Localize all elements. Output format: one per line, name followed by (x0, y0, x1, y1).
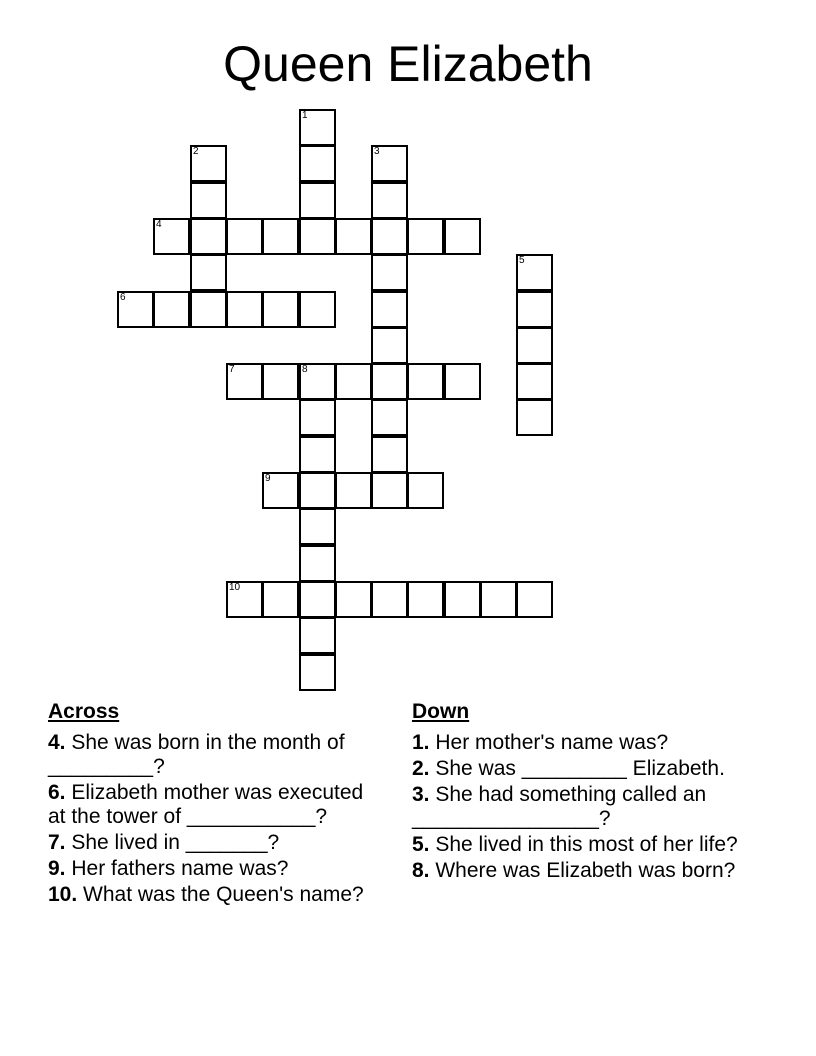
clue-number: 2. (412, 757, 430, 780)
grid-cell[interactable] (299, 472, 336, 509)
grid-cell[interactable] (262, 291, 299, 328)
clue-text: She lived in this most of her life? (435, 833, 738, 856)
down-clue (412, 833, 752, 857)
clue-number: 7. (48, 831, 66, 854)
grid-cell[interactable] (335, 581, 372, 618)
across-clue (48, 857, 378, 881)
grid-cell[interactable] (153, 218, 190, 255)
grid-cell[interactable] (371, 218, 408, 255)
down-heading: Down (412, 700, 470, 723)
grid-cell[interactable] (407, 581, 444, 618)
grid-cell[interactable] (299, 436, 336, 473)
clue-text: Her mother's name was? (435, 731, 669, 754)
grid-cell[interactable] (299, 145, 336, 182)
across-clue (48, 781, 378, 829)
clue-number: 3. (412, 783, 430, 806)
grid-cell[interactable] (117, 291, 154, 328)
grid-cell[interactable] (226, 218, 263, 255)
grid-cell[interactable] (371, 436, 408, 473)
grid-cell[interactable] (407, 218, 444, 255)
grid-cell[interactable] (299, 654, 336, 691)
cell-number: 8 (302, 364, 308, 375)
grid-cell[interactable] (153, 291, 190, 328)
grid-cell[interactable] (262, 581, 299, 618)
down-clue (412, 859, 752, 883)
grid-cell[interactable] (299, 399, 336, 436)
across-clue (48, 883, 378, 907)
grid-cell[interactable] (190, 291, 227, 328)
cell-number: 7 (229, 364, 235, 375)
clue-text: She lived in _______? (71, 831, 280, 854)
clue-number: 1. (412, 731, 430, 754)
clue-text: Where was Elizabeth was born? (435, 859, 736, 882)
grid-cell[interactable] (371, 472, 408, 509)
grid-cell[interactable] (262, 218, 299, 255)
clue-text: Her fathers name was? (71, 857, 289, 880)
cell-number: 5 (519, 255, 525, 266)
grid-cell[interactable] (516, 363, 553, 400)
grid-cell[interactable] (262, 363, 299, 400)
cell-number: 1 (302, 110, 308, 121)
grid-cell[interactable] (516, 327, 553, 364)
grid-cell[interactable] (444, 581, 481, 618)
grid-cell[interactable] (226, 291, 263, 328)
grid-cell[interactable] (371, 581, 408, 618)
grid-cell[interactable] (371, 363, 408, 400)
grid-cell[interactable] (407, 472, 444, 509)
grid-cell[interactable] (299, 617, 336, 654)
clue-number: 9. (48, 857, 66, 880)
clue-number: 6. (48, 781, 66, 804)
grid-cell[interactable] (371, 327, 408, 364)
grid-cell[interactable] (299, 363, 336, 400)
grid-cell[interactable] (299, 508, 336, 545)
down-clue (412, 757, 752, 781)
grid-cell[interactable] (299, 291, 336, 328)
across-clue (48, 831, 378, 855)
grid-cell[interactable] (371, 182, 408, 219)
cell-number: 2 (193, 146, 199, 157)
grid-cell[interactable] (371, 145, 408, 182)
grid-cell[interactable] (371, 254, 408, 291)
grid-cell[interactable] (299, 545, 336, 582)
grid-cell[interactable] (299, 182, 336, 219)
clue-text: Elizabeth mother was executed at the tower of ___________? (48, 781, 364, 828)
grid-cell[interactable] (444, 363, 481, 400)
grid-cell[interactable] (226, 581, 263, 618)
clue-number: 8. (412, 859, 430, 882)
clue-text: She was born in the month of _________? (48, 731, 345, 778)
puzzle-title: Queen Elizabeth (223, 36, 593, 92)
clue-number: 5. (412, 833, 430, 856)
grid-cell[interactable] (190, 145, 227, 182)
grid-cell[interactable] (226, 363, 263, 400)
grid-cell[interactable] (516, 291, 553, 328)
grid-cell[interactable] (371, 291, 408, 328)
grid-cell[interactable] (407, 363, 444, 400)
cell-number: 10 (229, 582, 241, 593)
grid-cell[interactable] (299, 109, 336, 146)
grid-cell[interactable] (371, 399, 408, 436)
grid-cell[interactable] (516, 399, 553, 436)
down-clue (412, 783, 752, 831)
cell-number: 3 (374, 146, 380, 157)
down-clues (412, 700, 752, 885)
clue-text: What was the Queen's name? (83, 883, 364, 906)
across-clue (48, 731, 378, 779)
down-clue (412, 731, 752, 755)
across-heading: Across (48, 700, 120, 723)
grid-cell[interactable] (262, 472, 299, 509)
grid-cell[interactable] (335, 218, 372, 255)
grid-cell[interactable] (190, 218, 227, 255)
grid-cell[interactable] (516, 254, 553, 291)
clue-number: 10. (48, 883, 78, 906)
clue-text: She was _________ Elizabeth. (435, 757, 725, 780)
clue-text: She had something called an ________________? (412, 783, 707, 830)
grid-cell[interactable] (335, 472, 372, 509)
grid-cell[interactable] (190, 182, 227, 219)
cell-number: 9 (265, 473, 271, 484)
grid-cell[interactable] (480, 581, 517, 618)
grid-cell[interactable] (516, 581, 553, 618)
grid-cell[interactable] (335, 363, 372, 400)
cell-number: 6 (120, 292, 126, 303)
grid-cell[interactable] (299, 581, 336, 618)
across-clues (48, 700, 378, 909)
cell-number: 4 (156, 219, 162, 230)
clue-number: 4. (48, 731, 66, 754)
grid-cell[interactable] (444, 218, 481, 255)
grid-cell[interactable] (299, 218, 336, 255)
grid-cell[interactable] (190, 254, 227, 291)
